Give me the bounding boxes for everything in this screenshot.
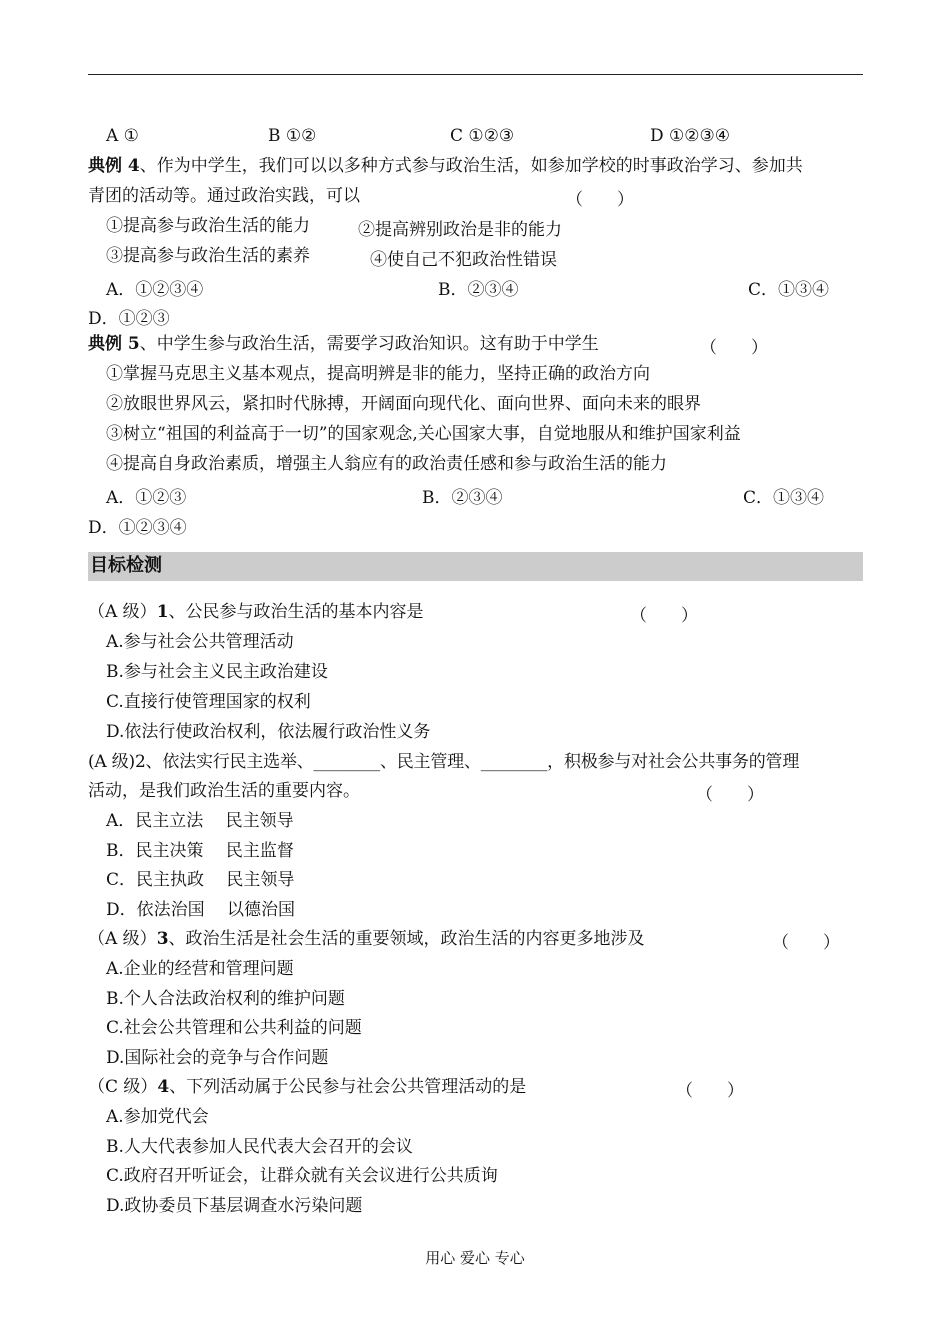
ex5-opt1: ①掌握马克思主义基本观点，提高明辨是非的能力，坚持正确的政治方向 [106,364,650,384]
ex4-line1 [88,155,803,177]
top-choice-b: B ①② [268,126,317,146]
top-choice-d: D ①②③④ [650,126,730,146]
ex4-line2: 青团的活动等。通过政治实践，可以 [88,186,360,206]
q4-option-b: B.人大代表参加人民代表大会召开的会议 [106,1137,413,1157]
ex5-choice-a: A．①②③ [106,488,187,508]
q3-answer-paren: （ ） [772,933,840,953]
ex5-opt3: ③树立“祖国的利益高于一切”的国家观念,关心国家大事，自觉地服从和维护国家利益 [106,424,741,444]
q4-option-d: D.政协委员下基层调查水污染问题 [106,1196,363,1216]
section-title: 目标检测 [90,555,162,576]
q1-stem [88,601,424,623]
q4-text: 、下列活动属于公民参与社会公共管理活动的是 [169,1077,527,1097]
section-header [88,552,863,581]
q4-answer-paren: （ ） [676,1081,744,1101]
q3-option-a: A.企业的经营和管理问题 [106,959,294,979]
q2-stem-line2: 活动，是我们政治生活的重要内容。 [88,781,360,801]
ex5-label: 典例 5 [88,334,140,354]
ex4-opt3: ③提高参与政治生活的素养 [106,246,310,266]
ex5-line1 [88,333,599,355]
q1-level: （A 级） [88,602,157,622]
q1-text: 、公民参与政治生活的基本内容是 [168,602,424,622]
q1-option-a: A.参与社会公共管理活动 [106,632,294,652]
q1-option-d: D.依法行使政治权利，依法履行政治性义务 [106,722,431,742]
q2-option-c: C．民主执政 民主领导 [106,870,295,890]
q4-number: 4 [157,1077,170,1097]
q3-text: 、政治生活是社会生活的重要领域，政治生活的内容更多地涉及 [168,929,645,949]
ex4-choice-a: A．①②③④ [106,280,204,300]
ex4-text: 、作为中学生，我们可以以多种方式参与政治生活，如参加学校的时事政治学习、参加共 [139,156,803,176]
q2-answer-paren: （ ） [696,785,764,805]
q4-option-a: A.参加党代会 [106,1107,209,1127]
q2-option-a: A．民主立法 民主领导 [106,811,294,831]
ex4-choice-b: B．②③④ [438,280,519,300]
ex5-choice-d: D．①②③④ [88,518,187,538]
top-choice-a: A ① [106,126,139,146]
page-footer: 用心 爱心 专心 [425,1249,525,1267]
ex5-choice-b: B．②③④ [422,488,503,508]
header-rule [88,74,863,75]
ex4-opt1: ①提高参与政治生活的能力 [106,216,310,236]
q1-option-c: C.直接行使管理国家的权利 [106,692,311,712]
ex4-opt2: ②提高辨别政治是非的能力 [358,220,562,240]
ex5-opt4: ④提高自身政治素质，增强主人翁应有的政治责任感和参与政治生活的能力 [106,454,667,474]
q4-stem [88,1076,526,1098]
q3-option-c: C.社会公共管理和公共利益的问题 [106,1018,362,1038]
q3-option-d: D.国际社会的竞争与合作问题 [106,1048,329,1068]
ex5-answer-paren: （ ） [700,338,768,358]
ex4-choice-d: D．①②③ [88,309,170,329]
ex4-label: 典例 4 [88,156,140,176]
ex5-opt2: ②放眼世界风云，紧扣时代脉搏，开阔面向现代化、面向世界、面向未来的眼界 [106,394,701,414]
ex5-text: 、中学生参与政治生活，需要学习政治知识。这有助于中学生 [139,334,599,354]
q3-number: 3 [156,929,169,949]
ex4-answer-paren: （ ） [566,190,634,210]
ex4-choice-c: C．①③④ [748,280,830,300]
q4-option-c: C.政府召开听证会，让群众就有关会议进行公共质询 [106,1166,498,1186]
q1-answer-paren: （ ） [630,606,698,626]
q2-stem-line1: (A 级)2、依法实行民主选举、________、民主管理、________，积极参与对社会公共事务的管理 [88,752,800,772]
q3-stem [88,928,645,950]
q1-number: 1 [156,602,169,622]
q1-option-b: B.参与社会主义民主政治建设 [106,662,328,682]
q3-option-b: B.个人合法政治权利的维护问题 [106,989,345,1009]
q4-level: （C 级） [88,1077,158,1097]
q2-option-b: B．民主决策 民主监督 [106,841,294,861]
q3-level: （A 级） [88,929,157,949]
top-choice-c: C ①②③ [450,126,515,146]
ex5-choice-c: C．①③④ [743,488,825,508]
q2-option-d: D．依法治国 以德治国 [106,900,296,920]
ex4-opt4: ④使自己不犯政治性错误 [370,250,557,270]
